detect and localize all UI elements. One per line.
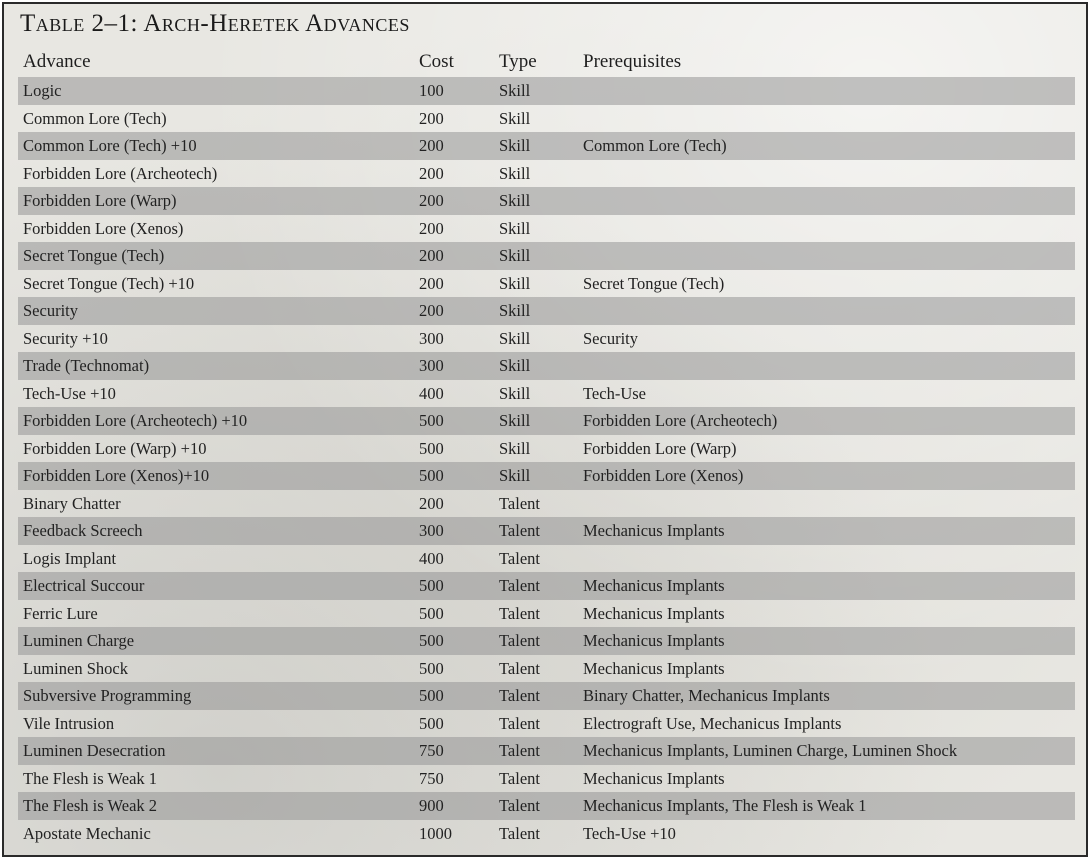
- cell-cost: 200: [419, 218, 444, 238]
- cell-prerequisites: Mechanicus Implants: [583, 658, 725, 678]
- cell-advance: Electrical Succour: [23, 576, 145, 595]
- cell-advance: Trade (Technomat): [23, 356, 150, 375]
- cell-prerequisites: Mechanicus Implants: [583, 576, 725, 595]
- cell-type: Talent: [499, 713, 540, 733]
- cell-advance: Binary Chatter: [23, 493, 121, 513]
- cell-cost: 300: [419, 356, 444, 375]
- cell-cost: 500: [419, 466, 444, 485]
- cell-advance: Luminen Charge: [23, 631, 135, 650]
- row-shading: [18, 792, 1075, 820]
- cell-advance: Luminen Desecration: [23, 741, 166, 760]
- cell-type: Skill: [499, 108, 531, 128]
- cell-type: Talent: [499, 521, 540, 540]
- cell-cost: 200: [419, 246, 444, 265]
- cell-type: Talent: [499, 493, 540, 513]
- cell-prerequisites: Forbidden Lore (Warp): [583, 438, 737, 458]
- table-row: [4, 187, 1086, 215]
- row-shading: [18, 572, 1075, 600]
- cell-prerequisites: Security: [583, 328, 638, 348]
- cell-type: Skill: [499, 246, 531, 265]
- table-row: [4, 820, 1086, 848]
- table-row: [4, 325, 1086, 353]
- cell-cost: 500: [419, 658, 444, 678]
- cell-cost: 200: [419, 301, 444, 320]
- row-shading: [18, 242, 1075, 270]
- cell-type: Talent: [499, 686, 540, 705]
- table-row: [4, 627, 1086, 655]
- cell-prerequisites: Mechanicus Implants, The Flesh is Weak 1: [583, 796, 867, 815]
- cell-prerequisites: Mechanicus Implants: [583, 521, 725, 540]
- cell-cost: 500: [419, 686, 444, 705]
- cell-cost: 500: [419, 713, 444, 733]
- cell-cost: 500: [419, 631, 444, 650]
- cell-advance: Luminen Shock: [23, 658, 128, 678]
- table-row: [4, 710, 1086, 738]
- cell-type: Skill: [499, 163, 531, 183]
- cell-cost: 500: [419, 603, 444, 623]
- row-shading: [18, 627, 1075, 655]
- cell-cost: 500: [419, 438, 444, 458]
- cell-prerequisites: Tech-Use +10: [583, 823, 676, 843]
- cell-type: Skill: [499, 136, 531, 155]
- table-row: [4, 297, 1086, 325]
- cell-type: Skill: [499, 356, 531, 375]
- cell-cost: 200: [419, 108, 444, 128]
- cell-type: Talent: [499, 823, 540, 843]
- cell-advance: The Flesh is Weak 1: [23, 768, 158, 788]
- row-shading: [18, 297, 1075, 325]
- table-row: [4, 490, 1086, 518]
- table-title: Table 2–1: Arch-Heretek Advances: [20, 10, 410, 37]
- table-row: [4, 737, 1086, 765]
- cell-advance: Security +10: [23, 328, 108, 348]
- cell-type: Talent: [499, 576, 540, 595]
- table-row: [4, 600, 1086, 628]
- cell-advance: Secret Tongue (Tech) +10: [23, 273, 195, 293]
- table-row: [4, 792, 1086, 820]
- cell-cost: 300: [419, 328, 444, 348]
- cell-advance: Logis Implant: [23, 548, 117, 568]
- table-row: [4, 765, 1086, 793]
- cell-advance: Ferric Lure: [23, 603, 98, 623]
- cell-cost: 200: [419, 191, 444, 210]
- table-row: [4, 132, 1086, 160]
- header-prerequisites: Prerequisites: [583, 51, 682, 72]
- table-frame: [2, 2, 1088, 857]
- cell-advance: Common Lore (Tech) +10: [23, 136, 197, 155]
- cell-prerequisites: Binary Chatter, Mechanicus Implants: [583, 686, 830, 705]
- cell-prerequisites: Mechanicus Implants: [583, 631, 725, 650]
- cell-cost: 400: [419, 383, 444, 403]
- cell-advance: Logic: [23, 81, 62, 100]
- table-row: [4, 407, 1086, 435]
- cell-prerequisites: Mechanicus Implants: [583, 768, 725, 788]
- table-row: [4, 545, 1086, 573]
- cell-prerequisites: Tech-Use: [583, 383, 646, 403]
- row-shading: [18, 352, 1075, 380]
- cell-cost: 500: [419, 576, 444, 595]
- cell-advance: Tech-Use +10: [23, 383, 116, 403]
- cell-prerequisites: Common Lore (Tech): [583, 136, 727, 155]
- header-advance: Advance: [23, 51, 91, 72]
- cell-type: Talent: [499, 658, 540, 678]
- cell-advance: Feedback Screech: [23, 521, 143, 540]
- cell-advance: Security: [23, 301, 78, 320]
- table-row: [4, 270, 1086, 298]
- cell-advance: Secret Tongue (Tech): [23, 246, 165, 265]
- header-type: Type: [499, 51, 537, 72]
- cell-prerequisites: Mechanicus Implants, Luminen Charge, Luminen Shock: [583, 741, 958, 760]
- table-row: [4, 380, 1086, 408]
- table-row: [4, 105, 1086, 133]
- cell-advance: Forbidden Lore (Warp) +10: [23, 438, 207, 458]
- cell-advance: Vile Intrusion: [23, 713, 115, 733]
- table-row: [4, 655, 1086, 683]
- cell-prerequisites: Electrograft Use, Mechanicus Implants: [583, 713, 842, 733]
- cell-cost: 400: [419, 548, 444, 568]
- cell-cost: 100: [419, 81, 444, 100]
- table-row: [4, 242, 1086, 270]
- table-row: [4, 435, 1086, 463]
- table-header: [4, 51, 1086, 77]
- cell-cost: 900: [419, 796, 444, 815]
- cell-cost: 200: [419, 273, 444, 293]
- cell-advance: Apostate Mechanic: [23, 823, 151, 843]
- cell-type: Skill: [499, 301, 531, 320]
- cell-type: Skill: [499, 411, 531, 430]
- cell-advance: Common Lore (Tech): [23, 108, 167, 128]
- cell-type: Skill: [499, 273, 531, 293]
- row-shading: [18, 517, 1075, 545]
- cell-advance: Forbidden Lore (Warp): [23, 191, 177, 210]
- cell-prerequisites: Mechanicus Implants: [583, 603, 725, 623]
- cell-type: Skill: [499, 383, 531, 403]
- cell-type: Skill: [499, 218, 531, 238]
- cell-cost: 1000: [419, 823, 452, 843]
- cell-advance: Forbidden Lore (Archeotech) +10: [23, 411, 248, 430]
- cell-advance: The Flesh is Weak 2: [23, 796, 158, 815]
- table-row: [4, 572, 1086, 600]
- cell-cost: 750: [419, 741, 444, 760]
- table-row: [4, 682, 1086, 710]
- cell-cost: 200: [419, 136, 444, 155]
- cell-type: Skill: [499, 191, 531, 210]
- table-row: [4, 517, 1086, 545]
- row-shading: [18, 187, 1075, 215]
- cell-cost: 750: [419, 768, 444, 788]
- cell-type: Talent: [499, 548, 540, 568]
- cell-type: Skill: [499, 328, 531, 348]
- cell-type: Talent: [499, 796, 540, 815]
- table-row: [4, 215, 1086, 243]
- cell-prerequisites: Forbidden Lore (Xenos): [583, 466, 744, 485]
- cell-type: Skill: [499, 466, 531, 485]
- table-row: [4, 160, 1086, 188]
- row-shading: [18, 77, 1075, 105]
- cell-prerequisites: Forbidden Lore (Archeotech): [583, 411, 778, 430]
- header-cost: Cost: [419, 51, 454, 72]
- cell-cost: 500: [419, 411, 444, 430]
- table-row: [4, 352, 1086, 380]
- cell-cost: 200: [419, 493, 444, 513]
- cell-type: Skill: [499, 438, 531, 458]
- table-row: [4, 77, 1086, 105]
- cell-type: Talent: [499, 768, 540, 788]
- cell-advance: Forbidden Lore (Xenos): [23, 218, 184, 238]
- cell-prerequisites: Secret Tongue (Tech): [583, 273, 725, 293]
- cell-type: Skill: [499, 81, 531, 100]
- cell-advance: Forbidden Lore (Archeotech): [23, 163, 218, 183]
- table-body: [4, 77, 1086, 847]
- cell-type: Talent: [499, 741, 540, 760]
- cell-cost: 300: [419, 521, 444, 540]
- cell-advance: Subversive Programming: [23, 686, 192, 705]
- table-row: [4, 462, 1086, 490]
- cell-cost: 200: [419, 163, 444, 183]
- cell-advance: Forbidden Lore (Xenos)+10: [23, 466, 210, 485]
- cell-type: Talent: [499, 603, 540, 623]
- cell-type: Talent: [499, 631, 540, 650]
